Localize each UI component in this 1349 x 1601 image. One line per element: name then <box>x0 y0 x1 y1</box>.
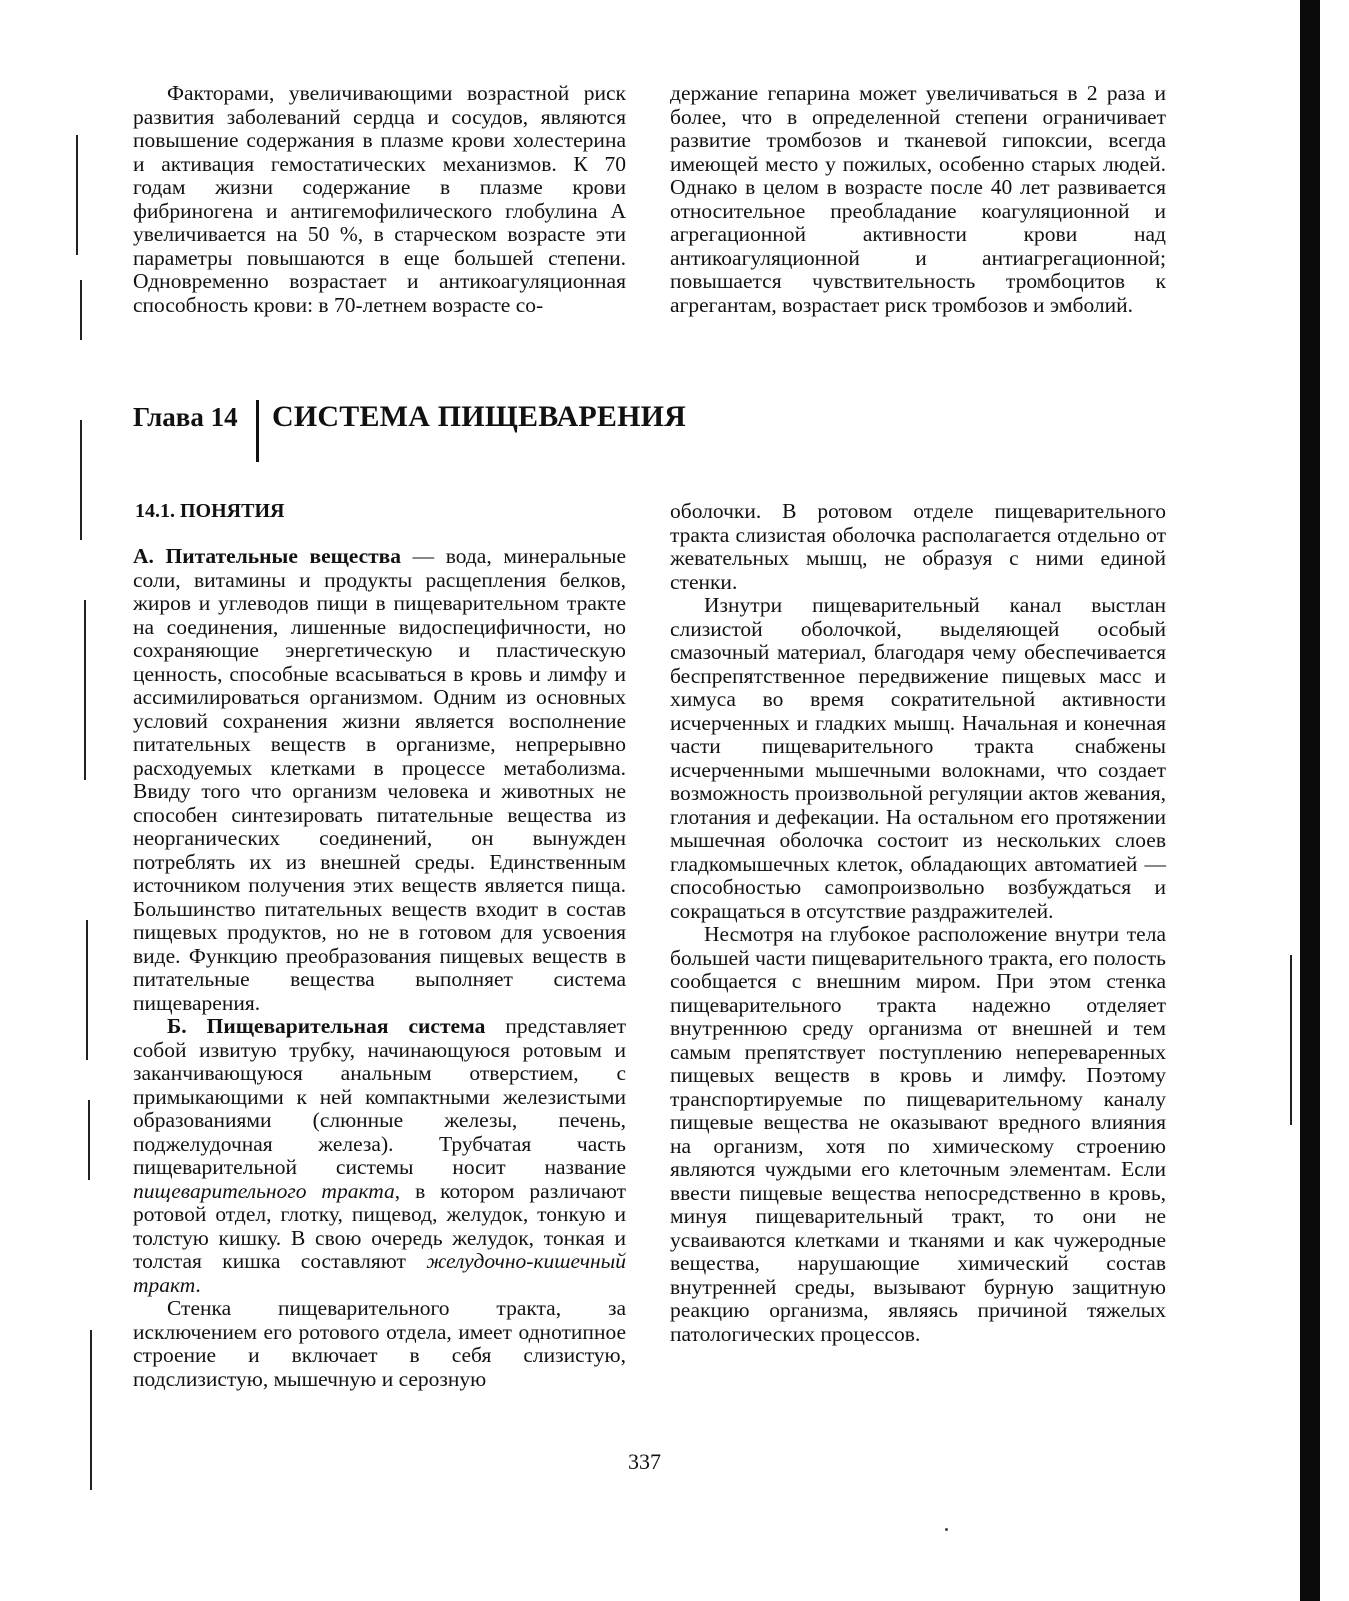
chapter-title: СИСТЕМА ПИЩЕВАРЕНИЯ <box>272 400 687 433</box>
top-right-column <box>670 82 1166 317</box>
margin-mark <box>80 280 82 340</box>
paragraph: Изнутри пищеварительный канал выстлан слизистой оболочкой, выделяющей особый смазочный материал, благодаря чему обеспечивается беспрепятственное передвижение пищевых масс и химуса во время сократительной активности исчерченных и гладких мышц. Начальная и конечная части пищеварительного тракта снабжены исчерченными мышечными волокнами, что создает возможность произвольной регуляции актов жевания, глотания и дефекации. На остальном его протяжении мышечная оболочка состоит из нескольких слоев гладкомышечных клеток, обладающих автоматией — способностью самопроизвольно возбуждаться и сокращаться в отсутствие раздражителей. <box>670 593 1166 923</box>
chapter-label: Глава 14 <box>133 402 238 432</box>
margin-mark <box>76 135 78 255</box>
top-left-column <box>133 82 626 317</box>
paragraph: Факторами, увеличивающими возрастной риск развития заболеваний сердца и сосудов, являются повышение содержания в плазме крови холестерина и активация гемостатических механизмов. К 70 годам жизни содержание в плазме крови фибриногена и антигемофилического глобулина А увеличивается на 50 %, в старческом возрасте эти параметры повышаются в еще большей степени. Одновременно возрастает и антикоагуляционная способность крови: в 70-летнем возрасте со- <box>133 81 626 317</box>
bottom-right-column <box>670 500 1166 1346</box>
italic-term: пищеварительного тракта <box>133 1178 395 1203</box>
paragraph-a-text: — вода, минеральные соли, витамины и продукты расщепления белков, жиров и углеводов пищи в пищеварительном тракте на соединения, лишенные видоспецифичности, но сохраняющие энергетическую и пластическую ценность, способные всасываться в кровь и лимфу и ассимилироваться организмом. Одним из основных условий сохранения жизни является восполнение питательных веществ в организме, непрерывно расходуемых клетками в процессе метаболизма. Ввиду того что организм человека и животных не способен синтезировать питательные вещества из неорганических соединений, он вынужден потреблять их из внешней среды. Единственным источником получения этих веществ является пища. Большинство питательных веществ входит в состав пищевых продуктов, но не в готовом для усвоения виде. Функцию преобразования пищевых веществ в питательные вещества выполняет система пищеварения. <box>133 544 626 1015</box>
paragraph-c: Стенка пищеварительного тракта, за исключением его ротового отдела, имеет однотипное строение и включает в себя слизистую, подслизистую, мышечную и серозную <box>133 1296 626 1391</box>
scan-speck <box>945 1528 948 1531</box>
paragraph-b-text: представляет собой извитую трубку, начинающуюся ротовым и заканчивающуюся анальным отверстием, с примыкающими к ней компактными железистыми образованиями (слюнные железы, печень, поджелудочная железа). Трубчатая часть пищеварительной системы носит название <box>133 1014 626 1179</box>
margin-mark <box>90 1330 92 1490</box>
margin-mark <box>80 420 82 540</box>
chapter-divider <box>256 400 259 462</box>
margin-mark <box>1290 955 1292 1125</box>
paragraph-b-text: . <box>195 1272 201 1297</box>
paragraph-b-text: , в котором различают ротовой отдел, глотку, пищевод, желудок, тонкую и толстую кишку. В свою очередь желудок, тонкая и толстая кишка составляют <box>133 1178 626 1273</box>
paragraph: оболочки. В ротовом отделе пищеварительного тракта слизистая оболочка располагается отдельно от жевательных мышц, не образуя с ними единой стенки. <box>670 499 1166 594</box>
term-nutrients: А. Питательные вещества <box>133 544 402 568</box>
bottom-left-column <box>133 545 626 1391</box>
paragraph: Несмотря на глубокое расположение внутри тела большей части пищеварительного тракта, его полость сообщается с внешним миром. При этом стенка пищеварительного тракта надежно отделяет внутреннюю среду организма от внешней и тем самым препятствует поступлению непереваренных пищевых веществ в кровь и лимфу. Поэтому транспортируемые по пищеварительному каналу пищевые вещества не оказывают вредного влияния на организм, хотя по химическому строению являются чуждыми его клеточным элементам. Если ввести пищевые вещества непосредственно в кровь, минуя пищеварительный тракт, то они не усваиваются клетками и тканями и как чужеродные вещества, нарушающие химический состав внутренней среды, вызывают бурную защитную реакцию организма, являясь причиной тяжелых патологических процессов. <box>670 922 1166 1346</box>
margin-mark <box>86 920 88 1060</box>
paragraph-b <box>133 1015 626 1297</box>
paragraph-a <box>133 545 626 1015</box>
margin-mark <box>84 600 86 780</box>
section-title: 14.1. ПОНЯТИЯ <box>135 500 285 522</box>
margin-mark <box>88 1100 90 1180</box>
scan-edge-shadow <box>1300 0 1320 1601</box>
page-number: 337 <box>628 1449 661 1474</box>
italic-term: желудочно-кишечный тракт <box>133 1249 626 1297</box>
paragraph: держание гепарина может увеличиваться в 2 раза и более, что в определенной степени ограничивает развитие тромбозов и тканевой гипоксии, всегда имеющей место у пожилых, особенно старых людей. Однако в целом в возрасте после 40 лет развивается относительное преобладание коагуляционной и агрегационной активности крови над антикоагуляционной и антиагрегационной; повышается чувствительность тромбоцитов к агрегантам, возрастает риск тромбозов и эмболий. <box>670 81 1166 317</box>
term-digestive-system: Б. Пищеварительная система <box>167 1014 486 1038</box>
